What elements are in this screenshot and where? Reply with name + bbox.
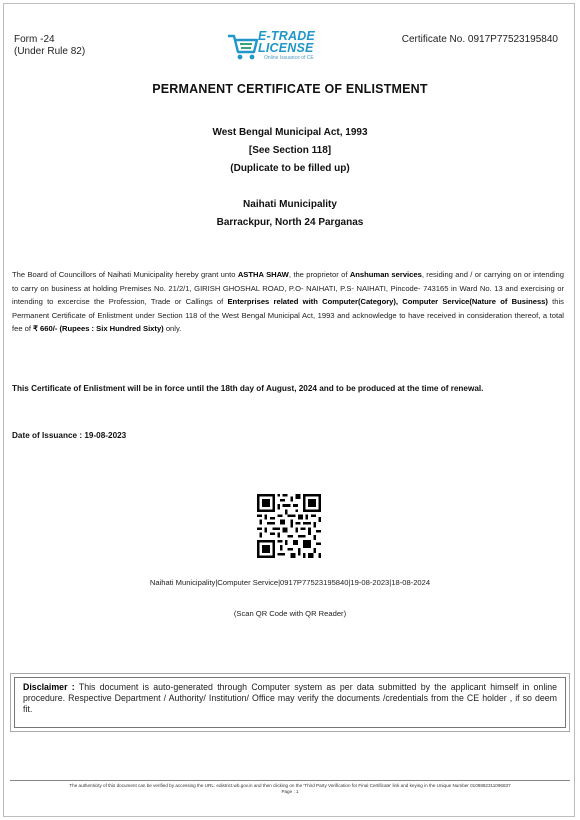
municipality-district: Barrackpur, North 24 Parganas: [216, 217, 364, 228]
validity-statement: This Certificate of Enlistment will be in force until the 18th day of August, 2024 and to be produced at the time of renewal.: [12, 384, 484, 393]
act-duplicate-note: (Duplicate to be filled up): [230, 163, 350, 174]
certificate-page: [3, 3, 575, 817]
form-number: [14, 34, 85, 58]
footer-divider: [10, 780, 570, 781]
municipality-block: [4, 196, 576, 232]
act-section: [See Section 118]: [248, 145, 332, 156]
grant-paragraph: [12, 268, 564, 336]
form-rule-line: (Under Rule 82): [14, 46, 86, 57]
grant-text-4: this Permanent Certificate of Enlistment under Section 118 of the West Bengal Municipal Act, 1993 and acknowledge to have received in consideration thereof, a total fee of: [12, 297, 564, 333]
disclaimer-text: This document is auto-generated through Computer system as per data submitted by the applicant himself in online procedure. Respective Department / Authority/ Institution/ Office may verify the documents /credentials from the CE holder , if so deem fit.: [23, 682, 558, 714]
act-block: [4, 124, 576, 178]
shopping-cart-icon: [226, 32, 260, 62]
footer: [14, 783, 566, 795]
grant-text-3: , residing and / or carrying on or intending to carry on business at holding Premises No. 21/2/1, GIRISH GHOSHAL ROAD, P.O- NAIHATI, P.S- NAIHATI, Pincode- 743165 in Ward No. 13 and exercising or intending to excercise the Profession, Trade or Callings of: [12, 270, 564, 306]
grant-text-1: The Board of Councillors of Naihati Municipality hereby grant unto: [12, 270, 238, 279]
qr-code: [257, 494, 321, 558]
certificate-number: Certificate No. 0917P77523195840: [401, 34, 558, 45]
page-number: Page : 1: [281, 789, 299, 794]
logo-subtext: Online Issuance of CE: [264, 55, 314, 61]
act-name: West Bengal Municipal Act, 1993: [212, 127, 368, 138]
disclaimer-box: [14, 677, 566, 728]
logo-wordmark: [258, 30, 315, 54]
issuance-date: Date of Issuance : 19-08-2023: [12, 431, 127, 440]
logo-text-etrade: E-TRADE: [258, 29, 315, 43]
holder-name: ASTHA SHAW: [237, 270, 289, 279]
certificate-title: PERMANENT CERTIFICATE OF ENLISTMENT: [152, 82, 428, 96]
scan-instruction: (Scan QR Code with QR Reader): [233, 609, 347, 618]
business-name: Anshuman services: [349, 270, 422, 279]
business-category: Enterprises related with Computer(Category), Computer Service(Nature of Business): [227, 297, 548, 306]
grant-text-5: only.: [163, 324, 182, 333]
form-number-line: Form -24: [14, 34, 55, 45]
qr-caption: Naihati Municipality|Computer Service|0917P77523195840|19-08-2023|18-08-2024: [149, 578, 431, 587]
municipality-name: Naihati Municipality: [243, 199, 337, 210]
verification-note: The authenticity of this document can be verified by accessing the URL: edistrict.wb.gov.in and then clicking on the 'Third Party Verification for Final Certificate' link and keying in the Unique Number 0109882311096837: [69, 783, 511, 788]
logo-text-license: LICENSE: [258, 41, 314, 55]
fee-amount: ₹ 660/- (Rupees : Six Hundred Sixty): [33, 324, 164, 333]
disclaimer-label: Disclaimer :: [23, 682, 75, 692]
etrade-license-logo: [226, 28, 326, 68]
grant-text-2: , the proprietor of: [288, 270, 350, 279]
